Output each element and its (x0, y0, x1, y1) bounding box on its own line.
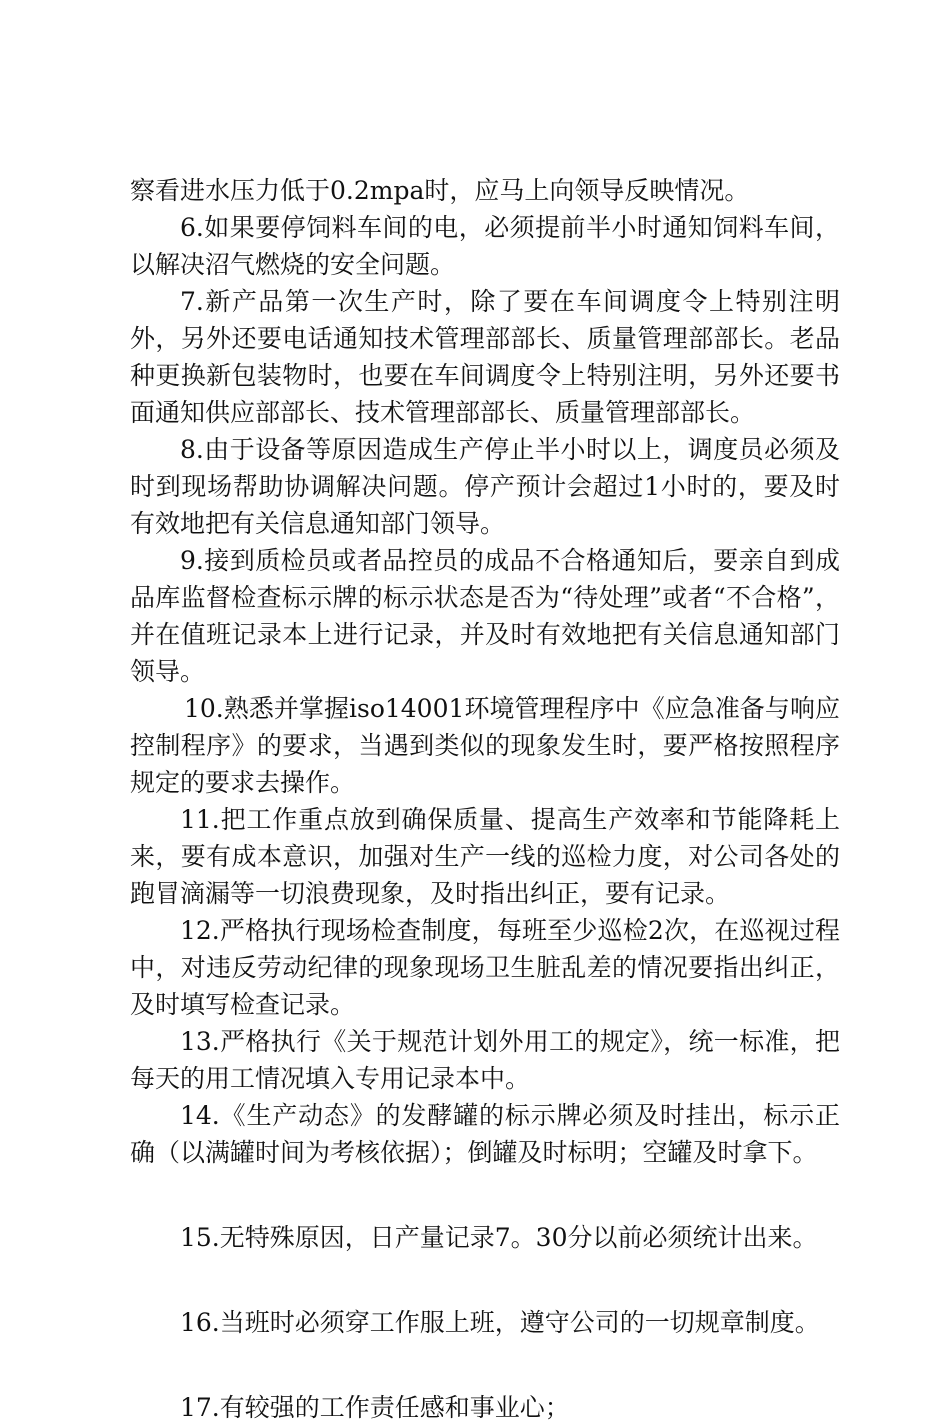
paragraph-item-14: 14.《生产动态》的发酵罐的标示牌必须及时挂出，标示正确（以满罐时间为考核依据）；倒罐及时标明；空罐及时拿下。 (130, 1101, 840, 1167)
paragraph-continuation: 察看进水压力低于0.2mpa时，应马上向领导反映情况。 (130, 176, 750, 205)
paragraph-item-6: 6.如果要停饲料车间的电，必须提前半小时通知饲料车间，以解决沼气燃烧的安全问题。 (130, 213, 840, 279)
paragraph-item-15: 15.无特殊原因，日产量记录7。30分以前必须统计出来。 (180, 1223, 818, 1252)
paragraph-item-17: 17.有较强的工作责任感和事业心； (180, 1393, 570, 1422)
document-body (130, 172, 840, 1426)
paragraph-item-9: 9.接到质检员或者品控员的成品不合格通知后，要亲自到成品库监督检查标示牌的标示状态是否为“待处理”或者“不合格”，并在值班记录本上进行记录，并及时有效地把有关信息通知部门领导。 (130, 546, 840, 686)
paragraph-item-7: 7.新产品第一次生产时，除了要在车间调度令上特别注明外，另外还要电话通知技术管理部部长、质量管理部部长。老品种更换新包装物时，也要在车间调度令上特别注明，另外还要书面通知供应部部长、技术管理部部长、质量管理部部长。 (130, 287, 840, 427)
paragraph-item-10: 10.熟悉并掌握iso14001环境管理程序中《应急准备与响应控制程序》的要求，当遇到类似的现象发生时，要严格按照程序规定的要求去操作。 (130, 694, 840, 797)
paragraph-item-16: 16.当班时必须穿工作服上班，遵守公司的一切规章制度。 (180, 1308, 820, 1337)
paragraph-item-8: 8.由于设备等原因造成生产停止半小时以上，调度员必须及时到现场帮助协调解决问题。停产预计会超过1小时的，要及时有效地把有关信息通知部门领导。 (130, 435, 840, 538)
paragraph-item-13: 13.严格执行《关于规范计划外用工的规定》，统一标准，把每天的用工情况填入专用记录本中。 (130, 1027, 840, 1093)
paragraph-item-11: 11.把工作重点放到确保质量、提高生产效率和节能降耗上来，要有成本意识，加强对生产一线的巡检力度，对公司各处的跑冒滴漏等一切浪费现象，及时指出纠正，要有记录。 (130, 805, 840, 908)
paragraph-item-12: 12.严格执行现场检查制度，每班至少巡检2次，在巡视过程中，对违反劳动纪律的现象现场卫生脏乱差的情况要指出纠正，及时填写检查记录。 (130, 916, 840, 1019)
